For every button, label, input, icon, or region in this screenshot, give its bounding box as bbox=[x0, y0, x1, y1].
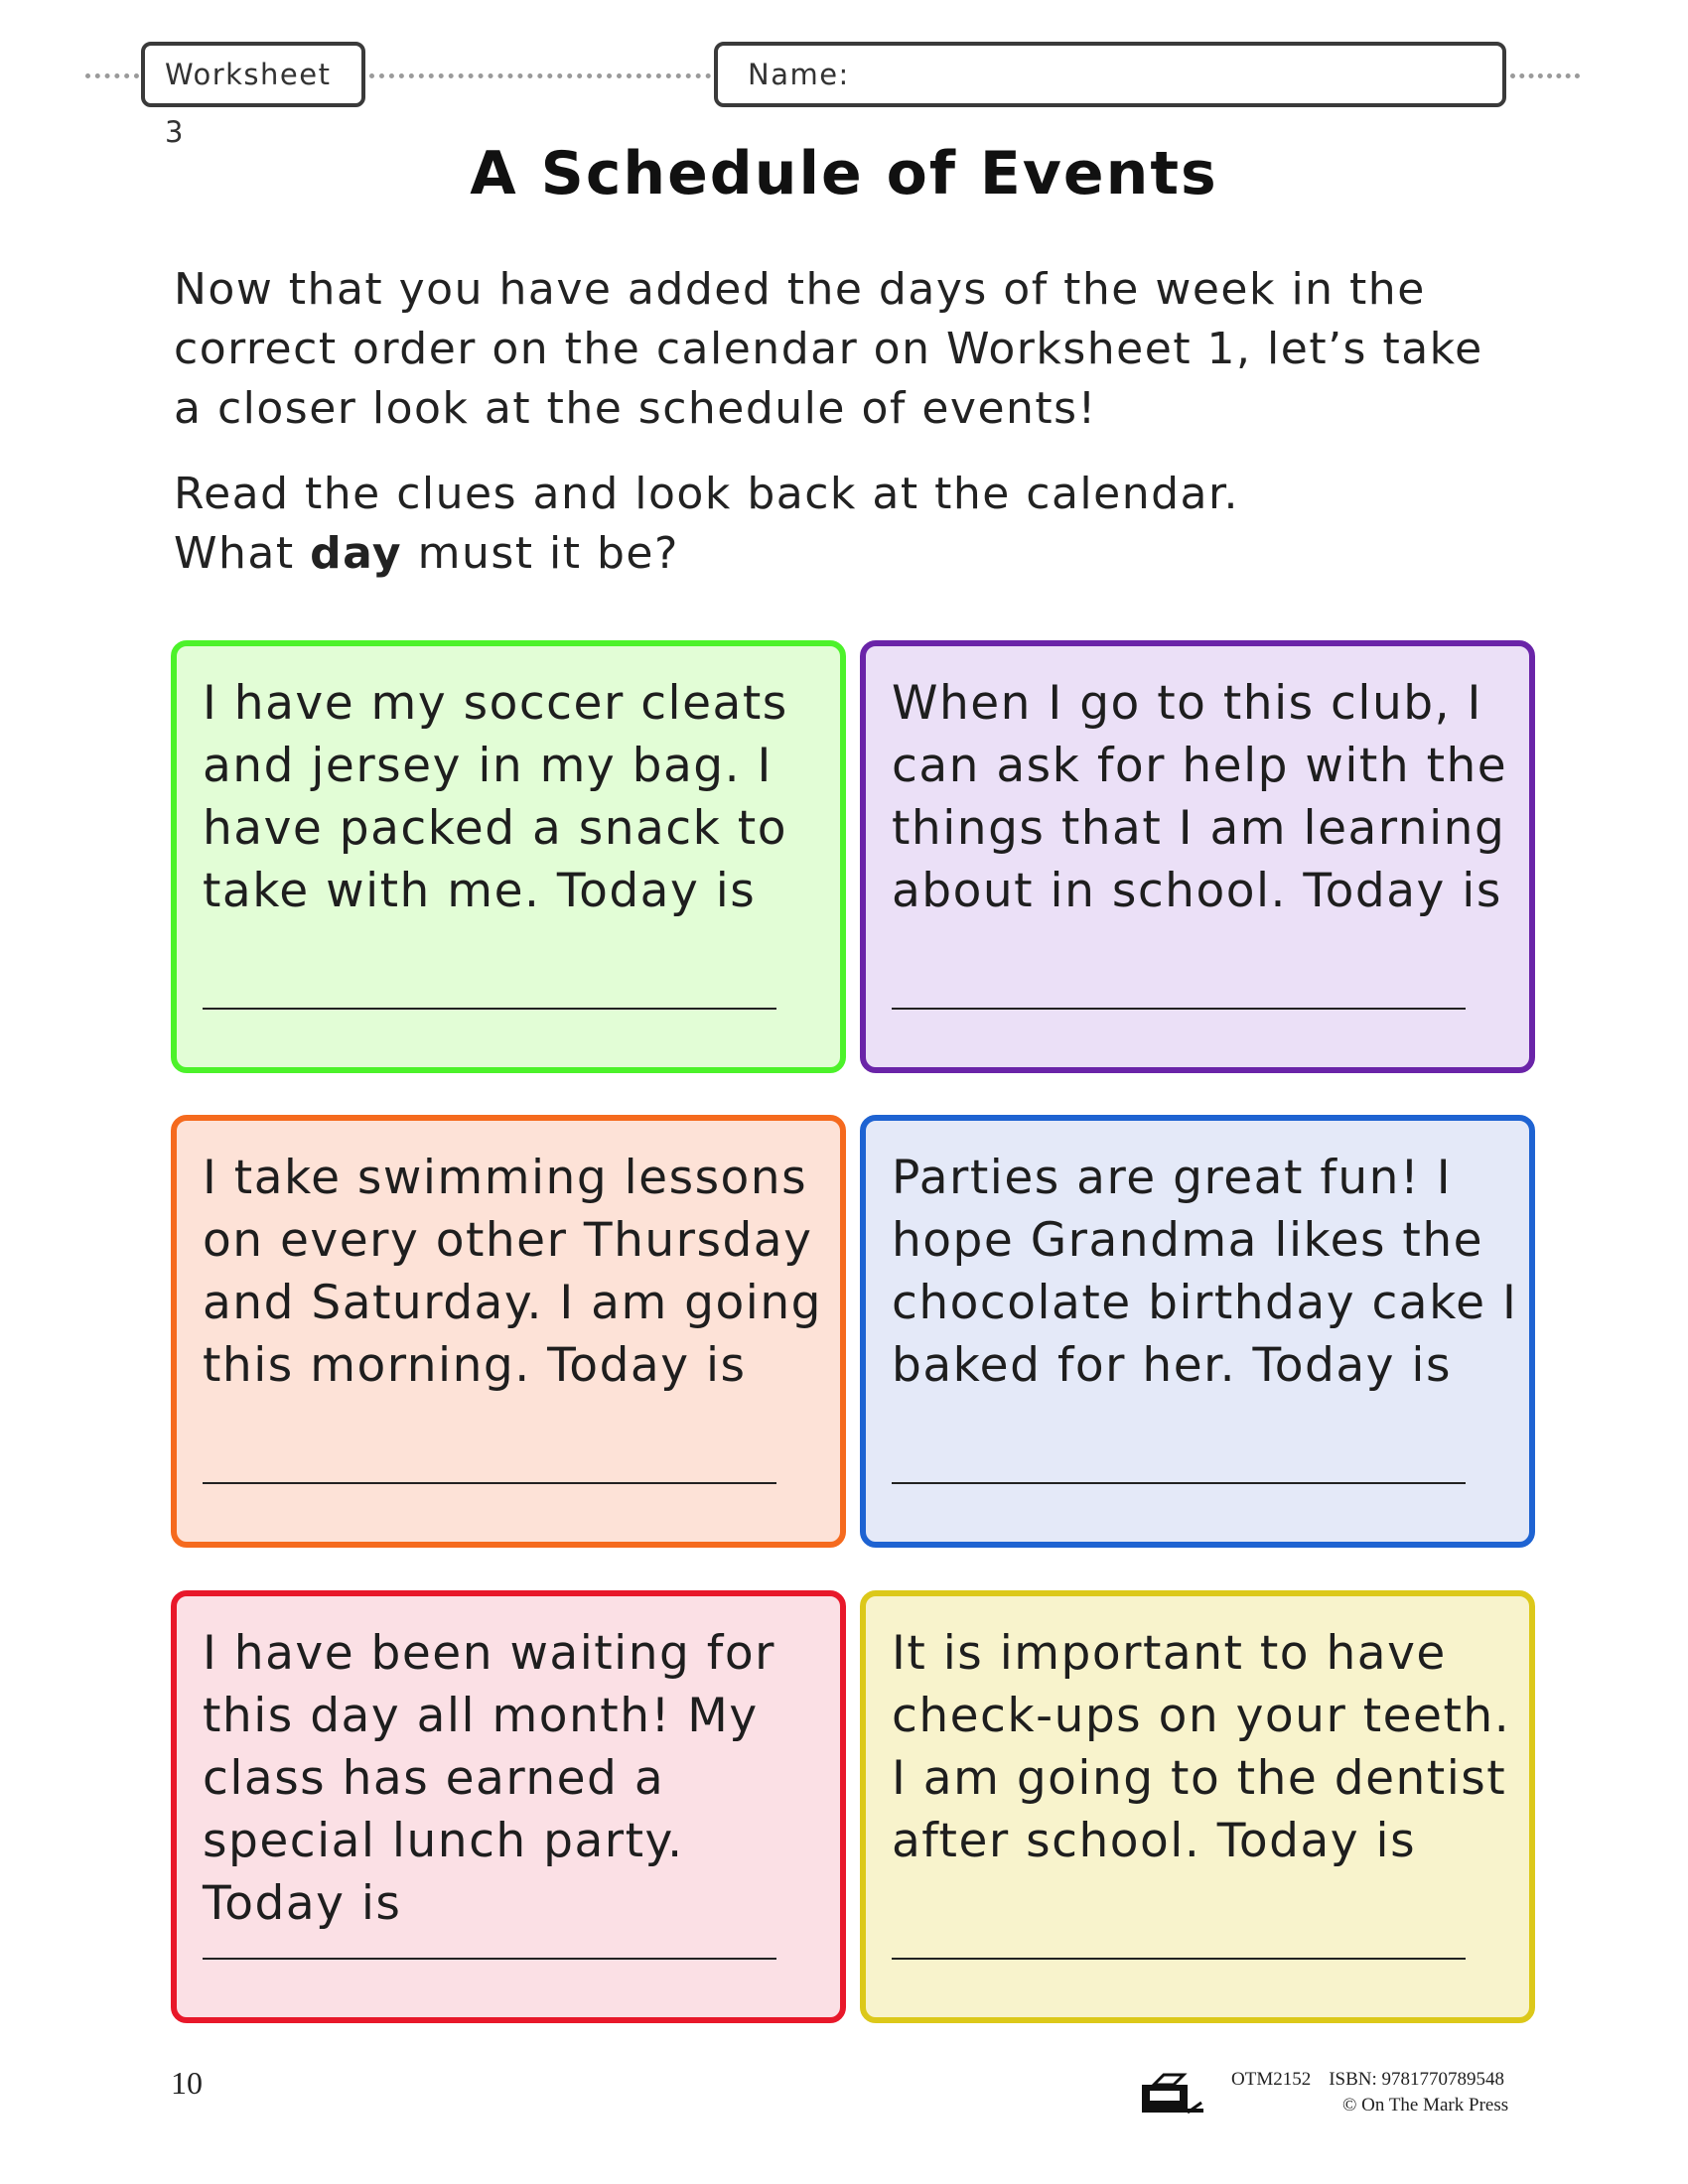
product-code: OTM2152 bbox=[1231, 2069, 1312, 2090]
worksheet-label: Worksheet 3 bbox=[141, 42, 365, 107]
clue-card-party bbox=[860, 1115, 1535, 1548]
instructions-line-2: What day must it be? bbox=[174, 528, 679, 579]
clue-text: I take swimming lessons on every other Thursday and Saturday. I am going this morning. Today is bbox=[203, 1151, 822, 1393]
header-dots-middle bbox=[369, 73, 711, 78]
product-info bbox=[1231, 2069, 1522, 2091]
answer-line[interactable] bbox=[203, 1482, 776, 1484]
clue-text: Parties are great fun! I hope Grandma likes the chocolate birthday cake I baked for her. Today is bbox=[892, 1151, 1518, 1393]
clue-text: I have my soccer cleats and jersey in my bag. I have packed a snack to take with me. Today is bbox=[203, 676, 788, 918]
intro-paragraph: Now that you have added the days of the week in the correct order on the calendar on Worksheet 1, let’s take a closer look at the schedule of events! bbox=[174, 264, 1483, 434]
clue-card-club bbox=[860, 640, 1535, 1073]
publisher-logo-icon bbox=[1140, 2071, 1219, 2116]
header-dots-right bbox=[1510, 73, 1580, 78]
emphasis-day: day bbox=[310, 528, 403, 579]
isbn: ISBN: 9781770789548 bbox=[1329, 2069, 1505, 2090]
clue-card-swimming bbox=[171, 1115, 846, 1548]
clue-card-dentist bbox=[860, 1590, 1535, 2023]
clue-card-lunch-party bbox=[171, 1590, 846, 2023]
instructions-line-1: Read the clues and look back at the calendar. bbox=[174, 469, 1240, 519]
clue-text: I have been waiting for this day all month! My class has earned a special lunch party. Today is bbox=[203, 1626, 775, 1931]
answer-line[interactable] bbox=[892, 1958, 1466, 1960]
answer-line[interactable] bbox=[892, 1008, 1466, 1010]
copyright: © On The Mark Press bbox=[1342, 2095, 1509, 2116]
page-number: 10 bbox=[171, 2065, 203, 2101]
answer-line[interactable] bbox=[203, 1008, 776, 1010]
instructions-paragraph bbox=[174, 465, 1504, 584]
answer-line[interactable] bbox=[892, 1482, 1466, 1484]
clue-card-soccer bbox=[171, 640, 846, 1073]
answer-line[interactable] bbox=[203, 1958, 776, 1960]
page-title: A Schedule of Events bbox=[470, 139, 1218, 208]
clue-text: It is important to have check-ups on your teeth. I am going to the dentist after school. Today is bbox=[892, 1626, 1511, 1868]
name-field[interactable]: Name: bbox=[714, 42, 1506, 107]
header-dots-left bbox=[85, 73, 139, 78]
clue-text: When I go to this club, I can ask for help with the things that I am learning about in school. Today is bbox=[892, 676, 1508, 918]
